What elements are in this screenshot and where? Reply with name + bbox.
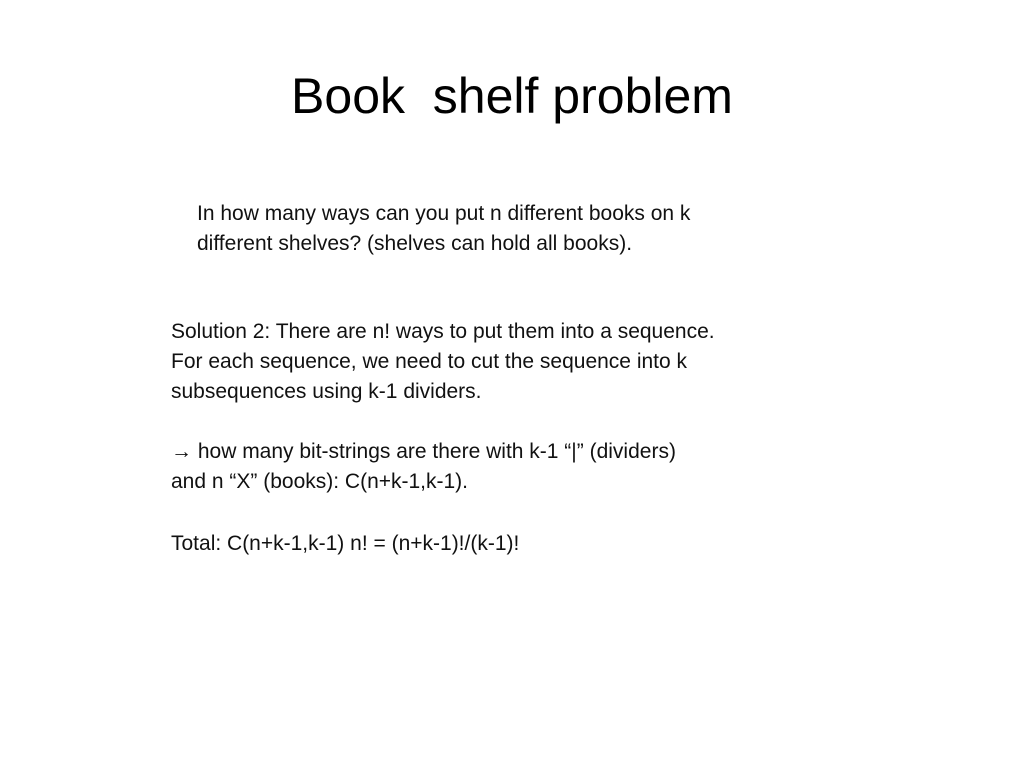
question-line: In how many ways can you put n different books on k [197, 202, 691, 225]
total-line: Total: C(n+k-1,k-1) n! = (n+k-1)!/(k-1)! [171, 532, 520, 555]
implication-line: → how many bit-strings are there with k-1 “|” (dividers) [171, 440, 676, 463]
slide-title: Book shelf problem [291, 68, 733, 124]
question-line: different shelves? (shelves can hold all books). [197, 232, 633, 255]
implication-text [171, 437, 676, 497]
implication-line: and n “X” (books): C(n+k-1,k-1). [171, 470, 469, 493]
solution-line: subsequences using k-1 dividers. [171, 380, 482, 403]
solution-line: Solution 2: There are n! ways to put them into a sequence. [171, 320, 715, 343]
question-text [197, 199, 690, 259]
total-text [171, 529, 519, 559]
solution-text [171, 317, 715, 407]
solution-line: For each sequence, we need to cut the sequence into k [171, 350, 688, 373]
